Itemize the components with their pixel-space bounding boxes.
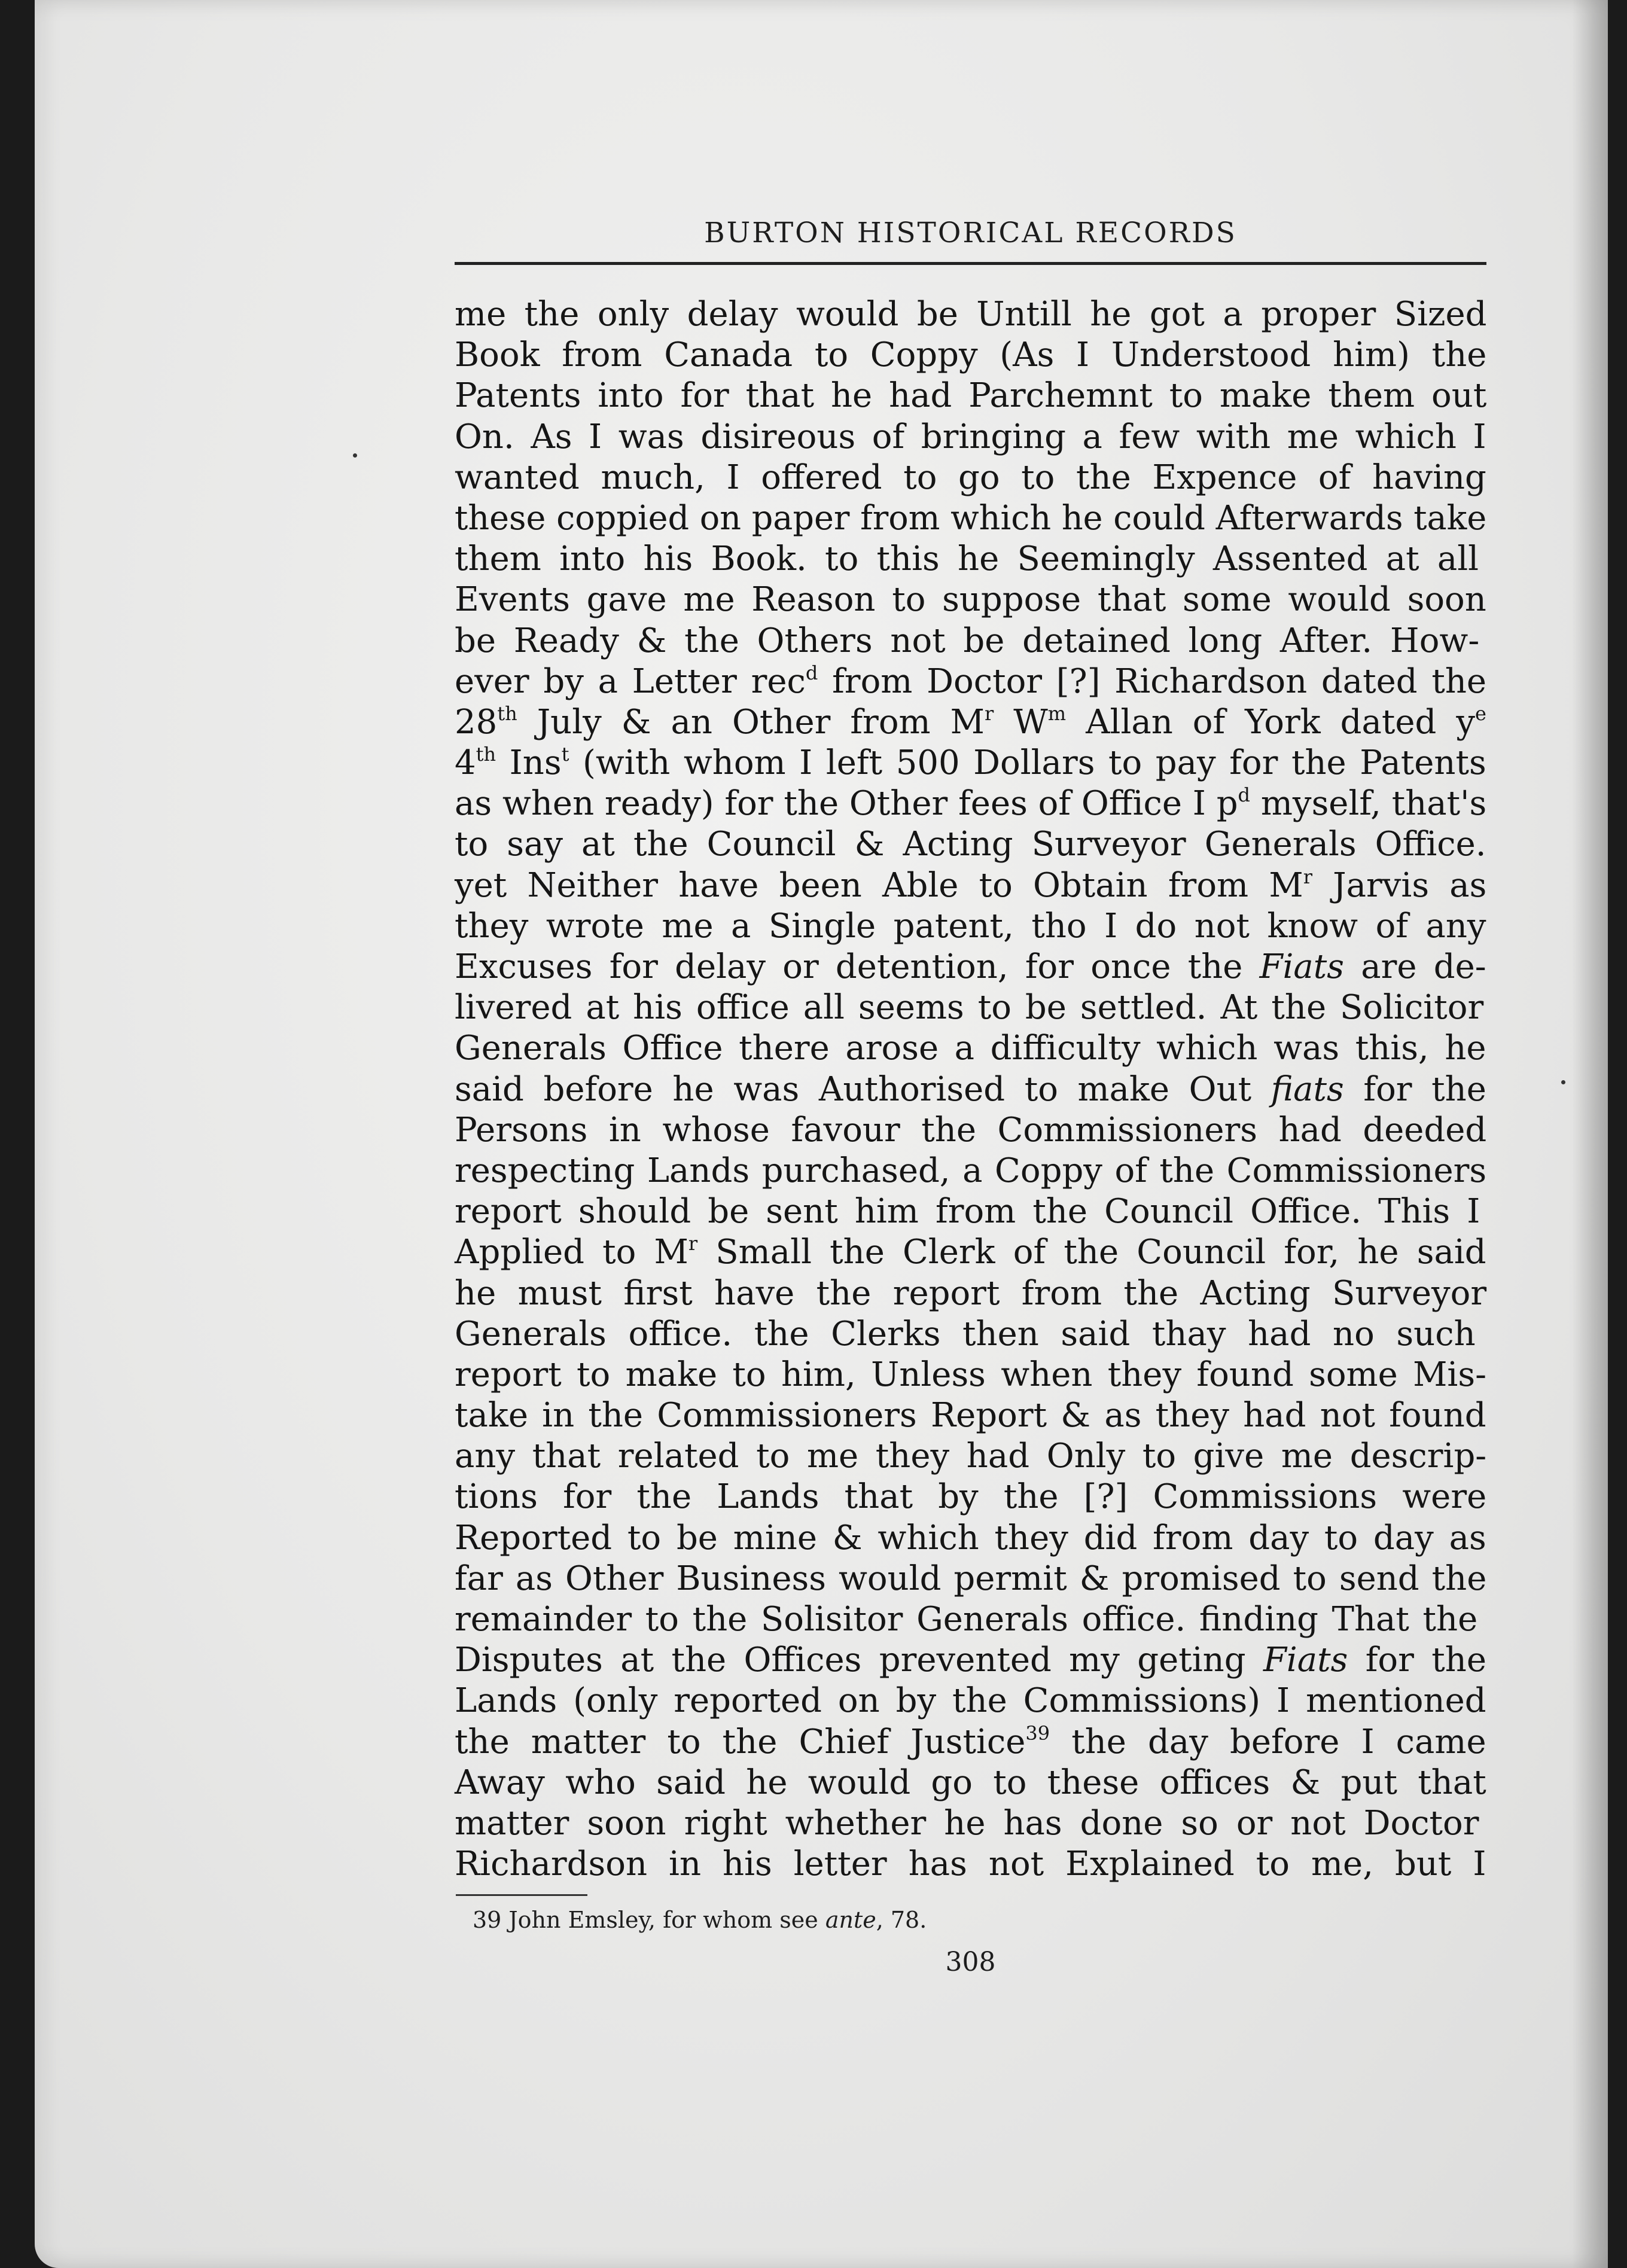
footnote-marker: 39 xyxy=(1025,1721,1050,1745)
body-line: Reported to be mine & which they did from day to day as xyxy=(455,1518,1486,1557)
body-line: Generals Office there arose a difficulty which was this, he xyxy=(455,1029,1486,1068)
body-line: Book from Canada to Coppy (As I Understood him) the xyxy=(455,336,1487,375)
footnote-italic: ante xyxy=(825,1907,876,1933)
text-run: 4 xyxy=(455,743,476,783)
superscript: r xyxy=(688,1232,698,1255)
paper-speck xyxy=(353,453,357,458)
superscript: th xyxy=(476,743,496,766)
body-text xyxy=(455,294,1486,1885)
page-number: 308 xyxy=(945,1947,996,1977)
body-line: respecting Lands purchased, a Coppy of the Commissioners xyxy=(455,1151,1487,1190)
text-run: the matter to the Chief Justice xyxy=(455,1722,1026,1761)
body-line xyxy=(455,1069,1486,1110)
body-line: tions for the Lands that by the [?] Commissions were xyxy=(455,1477,1487,1517)
body-line xyxy=(455,865,1486,906)
text-run: said before he was Authorised to make Out xyxy=(455,1069,1271,1109)
body-line: they wrote me a Single patent, tho I do not know of any xyxy=(455,906,1486,946)
text-run: the day before I came xyxy=(1050,1722,1486,1761)
body-line: report to make to him, Unless when they found some Mis- xyxy=(455,1355,1487,1394)
footnote-text: 39 John Emsley, for whom see xyxy=(473,1907,825,1933)
text-run: for the xyxy=(1343,1069,1486,1109)
text-run: W xyxy=(994,702,1048,742)
body-line: wanted much, I offered to go to the Expence of having xyxy=(455,458,1486,497)
running-head-rule xyxy=(455,262,1486,265)
text-run: 28 xyxy=(455,702,498,742)
superscript: th xyxy=(497,702,517,725)
body-line xyxy=(455,1232,1486,1273)
superscript: e xyxy=(1475,702,1486,725)
body-line: me the only delay would be Untill he got a proper Sized xyxy=(455,295,1487,334)
superscript: t xyxy=(561,743,569,766)
text-run: Applied to M xyxy=(455,1233,688,1272)
text-run: Excuses for delay or detention, for once the xyxy=(455,947,1260,986)
body-line xyxy=(455,784,1486,824)
body-line: Persons in whose favour the Commissioners had deeded xyxy=(455,1110,1487,1150)
superscript: m xyxy=(1047,702,1067,725)
italic-run: Fiats xyxy=(1263,1641,1348,1680)
text-run: from Doctor [?] Richardson dated the xyxy=(818,662,1487,701)
text-run: Small the Clerk of the Council for, he said xyxy=(697,1233,1486,1272)
superscript: r xyxy=(984,702,994,725)
text-run: Ins xyxy=(496,743,562,783)
text-run: myself, that's xyxy=(1250,784,1487,824)
text-run: July & an Other from M xyxy=(517,702,985,742)
superscript: d xyxy=(1238,784,1251,807)
body-line: Events gave me Reason to suppose that some would soon xyxy=(455,580,1486,620)
text-run: for the xyxy=(1348,1641,1486,1680)
body-line: them into his Book. to this he Seemingly Assented at all xyxy=(455,539,1479,579)
body-line: Patents into for that he had Parchemnt to make them out xyxy=(455,376,1487,416)
page-edge-shadow xyxy=(1572,0,1608,2268)
text-run: yet Neither have been Able to Obtain from M xyxy=(455,865,1303,905)
text-run: Jarvis as xyxy=(1312,865,1487,905)
body-line: livered at his office all seems to be settled. At the Solicitor xyxy=(455,988,1484,1028)
body-line xyxy=(455,1722,1486,1763)
body-line: any that related to me they had Only to give me descrip- xyxy=(455,1437,1487,1476)
body-line: these coppied on paper from which he could Afterwards take xyxy=(455,498,1487,538)
text-run: Disputes at the Offices prevented my geting xyxy=(455,1641,1263,1680)
text-run: (with whom I left 500 Dollars to pay for the Patents xyxy=(569,743,1486,783)
superscript: d xyxy=(805,661,818,684)
footnote-rule xyxy=(456,1894,587,1896)
body-line: he must first have the report from the Acting Surveyor xyxy=(455,1273,1487,1313)
italic-run: Fiats xyxy=(1259,947,1345,986)
footnote xyxy=(473,1907,927,1933)
text-run: as when ready) for the Other fees of Office I p xyxy=(455,784,1238,824)
body-line: report should be sent him from the Council Office. This I xyxy=(455,1192,1480,1231)
body-line: remainder to the Solisitor Generals office. finding That the xyxy=(455,1600,1478,1639)
text-run: are de- xyxy=(1344,947,1486,986)
body-line: matter soon right whether he has done so or not Doctor xyxy=(455,1803,1479,1843)
body-line: take in the Commissioners Report & as they had not found xyxy=(455,1396,1486,1435)
body-line: Lands (only reported on by the Commissions) I mentioned xyxy=(455,1681,1486,1721)
body-line xyxy=(455,1640,1486,1681)
body-line: Generals office. the Clerks then said thay had no such xyxy=(455,1314,1476,1354)
body-line xyxy=(455,743,1486,784)
running-head: BURTON HISTORICAL RECORDS xyxy=(704,217,1237,249)
body-line: Richardson in his letter has not Explained to me, but I xyxy=(455,1845,1486,1884)
body-line xyxy=(455,662,1486,702)
body-line: On. As I was disireous of bringing a few with me which I xyxy=(455,417,1486,456)
body-line xyxy=(455,947,1486,987)
body-line: Away who said he would go to these offices & put that xyxy=(455,1763,1486,1802)
body-line: to say at the Council & Acting Surveyor Generals Office. xyxy=(455,825,1486,864)
body-line: far as Other Business would permit & promised to send the xyxy=(455,1559,1487,1598)
text-run: Allan of York dated y xyxy=(1066,702,1476,742)
footnote-text: , 78. xyxy=(876,1907,927,1933)
body-line: be Ready & the Others not be detained long After. How- xyxy=(455,621,1480,660)
body-line xyxy=(455,702,1486,743)
text-run: ever by a Letter rec xyxy=(455,662,806,701)
paper-speck xyxy=(1561,1080,1565,1084)
superscript: r xyxy=(1303,865,1312,888)
italic-run: fiats xyxy=(1270,1069,1344,1109)
